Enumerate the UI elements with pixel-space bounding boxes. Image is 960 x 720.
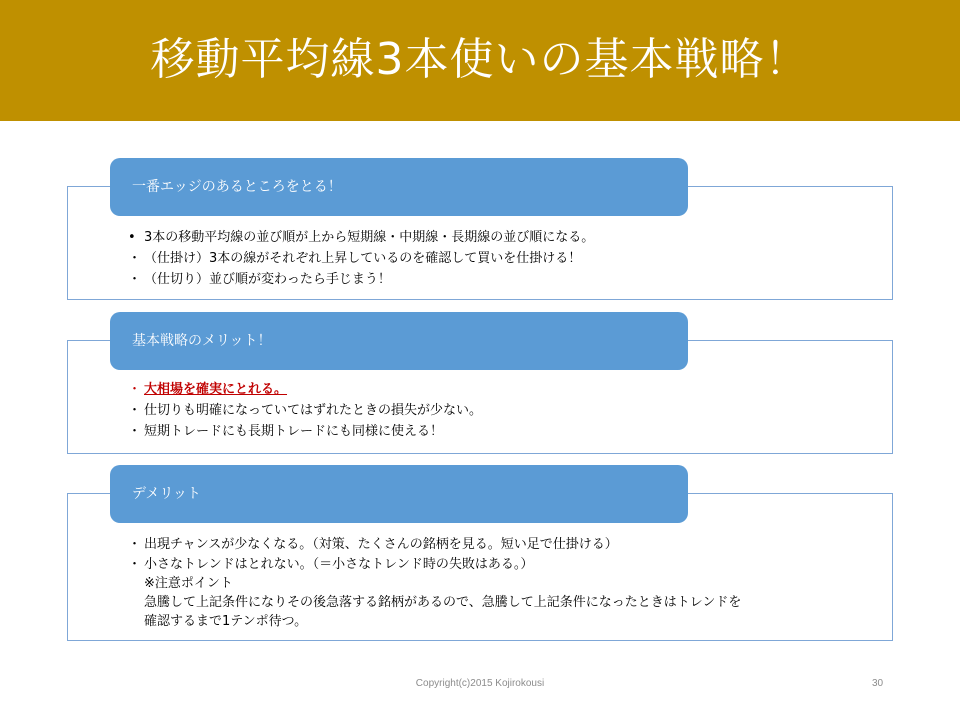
slide-title: 移動平均線3本使いの基本戦略！ (150, 34, 810, 85)
footer-copyright: Copyright(c)2015 Kojirokousi (415, 678, 545, 689)
bullet-list-strategy (128, 227, 594, 290)
list-item: ・ 小さなトレンドはとれない。（＝小さなトレンド時の失敗はある。） ※注意ポイント 急騰して上記条件になりその後急落する銘柄があるので、急騰して上記条件になったときはトレンドを 確認するまで1テンポ待つ。 (128, 557, 742, 629)
list-item: ・ 仕切りも明確になっていてはずれたときの損失が少ない。 (128, 403, 483, 418)
highlight-text: 大相場を確実にとれる。 (144, 382, 288, 397)
list-item: ・ （仕掛け）3本の線がそれぞれ上昇しているのを確認して買いを仕掛ける！ (128, 251, 582, 266)
list-item: ・ 出現チャンスが少なくなる。（対策、たくさんの銘柄を見る。短い足で仕掛ける） (128, 537, 618, 552)
list-item: ・ 短期トレードにも長期トレードにも同様に使える！ (128, 424, 444, 439)
page-number: 30 (872, 678, 884, 689)
note-line: 確認するまで1テンポ待つ。 (144, 614, 308, 629)
section-header-merits: 基本戦略のメリット！ (110, 312, 688, 370)
list-item: • 3本の移動平均線の並び順が上から短期線・中期線・長期線の並び順になる。 (128, 230, 595, 245)
section-header-demerits: デメリット (110, 465, 688, 523)
note-line: 急騰して上記条件になりその後急落する銘柄があるので、急騰して上記条件になったときはトレンドを (144, 595, 742, 610)
note-line: ※注意ポイント (144, 576, 233, 591)
list-item: ・ （仕切り）並び順が変わったら手じまう！ (128, 272, 391, 287)
section-header-strategy: 一番エッジのあるところをとる！ (110, 158, 688, 216)
title-band (0, 0, 960, 121)
list-item: ・ 大相場を確実にとれる。 (128, 382, 288, 397)
bullet-list-merits (128, 379, 482, 442)
bullet-list-demerits (128, 534, 741, 631)
